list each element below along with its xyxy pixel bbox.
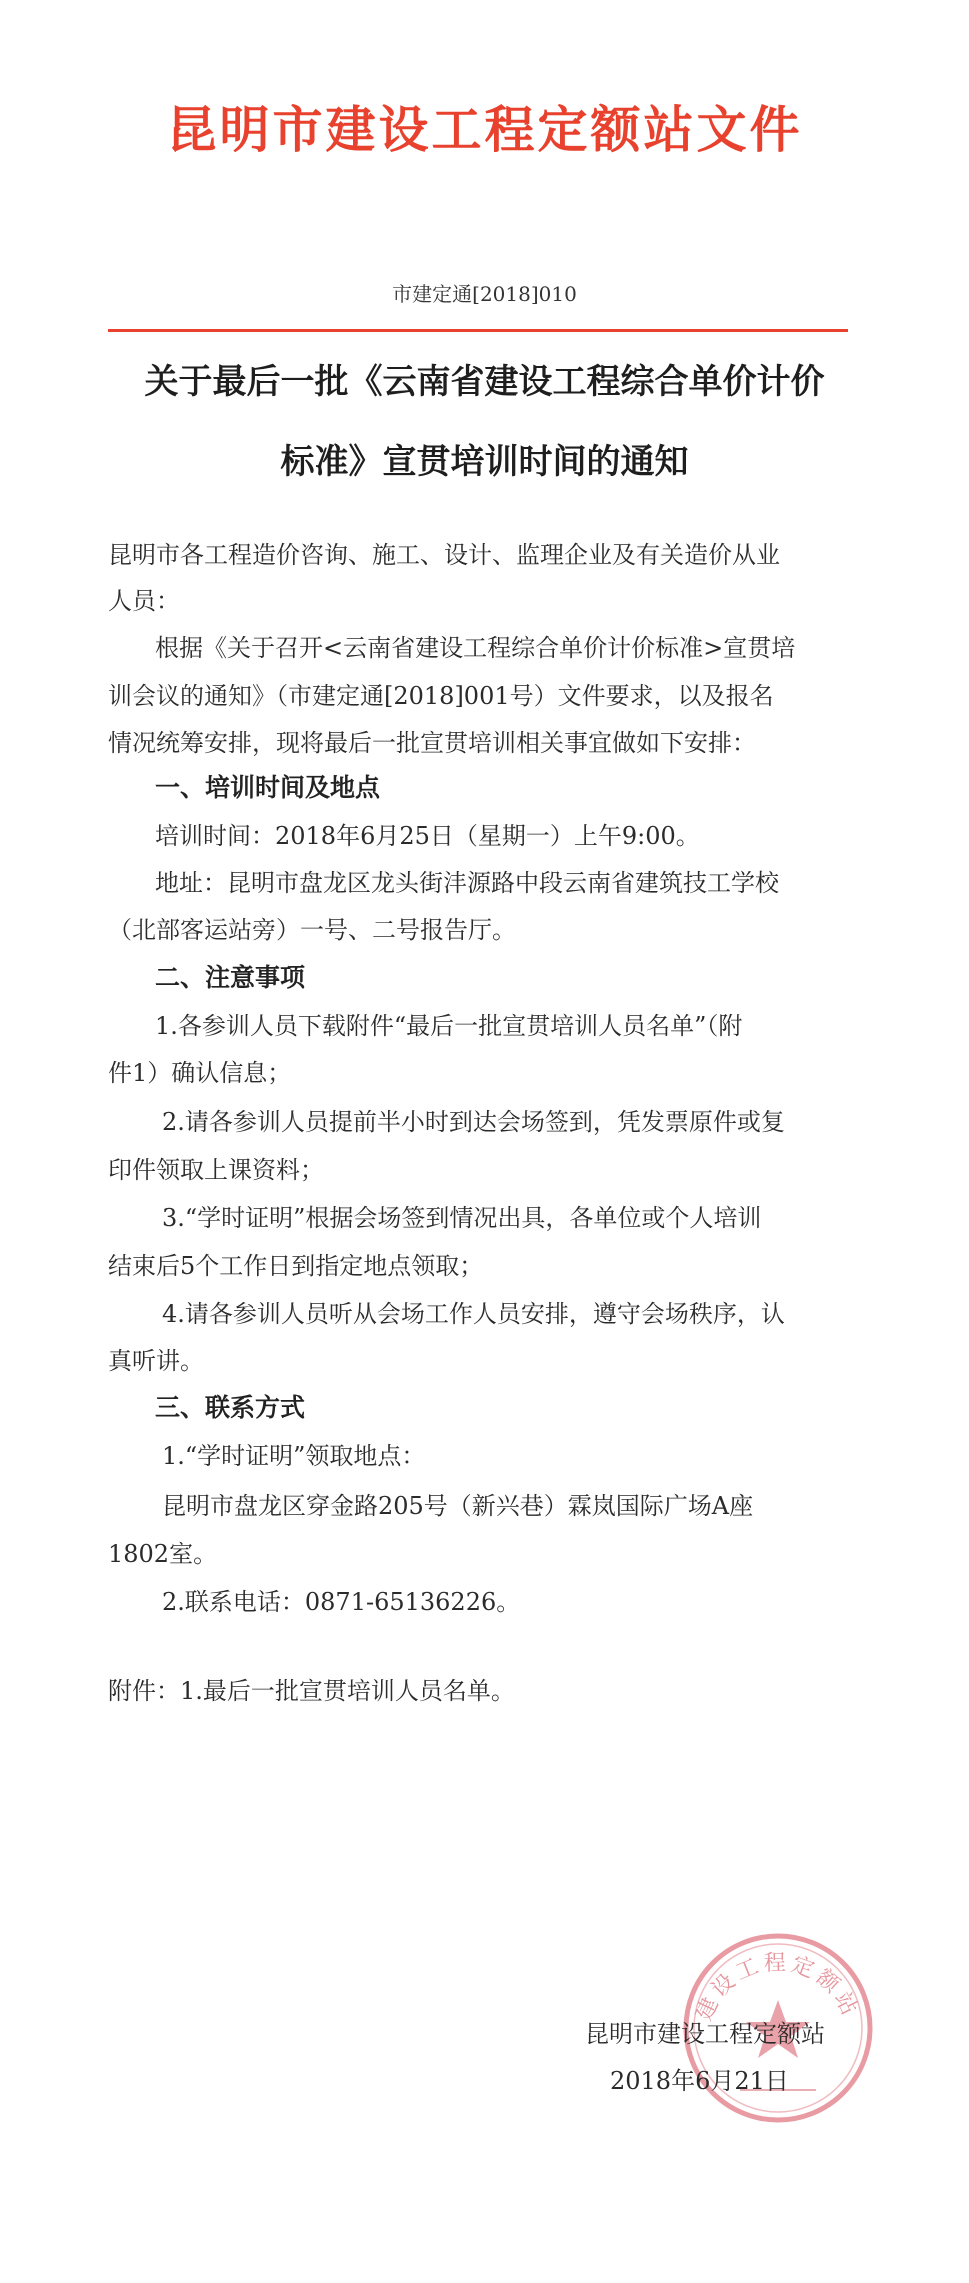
red-divider-line: [108, 329, 848, 332]
attachment-note: 附件：1.最后一批宣贯培训人员名单。: [108, 1677, 515, 1705]
addressee-line1: 昆明市各工程造价咨询、施工、设计、监理企业及有关造价从业: [108, 541, 780, 569]
svg-text:建设工程定额站: 建设工程定额站: [691, 1950, 864, 2025]
training-address-line1: 地址：昆明市盘龙区龙头街沣源路中段云南省建筑技工学校: [155, 869, 779, 897]
org-header-title: 昆明市建设工程定额站文件: [166, 101, 803, 159]
intro-line2: 训会议的通知》（市建定通[2018]001号）文件要求，以及报名: [108, 682, 774, 710]
addressee-line2: 人员：: [108, 587, 180, 615]
document-number: 市建定通[2018]010: [392, 282, 577, 306]
contact-address-line1: 昆明市盘龙区穿金路205号（新兴巷）霖岚国际广场A座: [162, 1492, 754, 1520]
note4-line1: 4.请各参训人员听从会场工作人员安排，遵守会场秩序，认: [162, 1300, 785, 1328]
training-time: 培训时间：2018年6月25日（星期一）上午9:00。: [155, 822, 700, 850]
notice-title-line2: 标准》宣贯培训时间的通知: [280, 442, 689, 482]
intro-line3: 情况统筹安排，现将最后一批宣贯培训相关事宜做如下安排：: [108, 729, 756, 757]
signature-date: 2018年6月21日: [610, 2067, 789, 2095]
training-address-line2: （北部客运站旁）一号、二号报告厅。: [108, 916, 516, 944]
notice-title-line1: 关于最后一批《云南省建设工程综合单价计价: [144, 362, 825, 402]
note2-line1: 2.请各参训人员提前半小时到达会场签到，凭发票原件或复: [162, 1108, 785, 1136]
section-heading-contact: 三、联系方式: [155, 1393, 306, 1422]
note3-line1: 3.“学时证明”根据会场签到情况出具，各单位或个人培训: [162, 1204, 762, 1232]
note3-line2: 结束后5个工作日到指定地点领取；: [108, 1252, 484, 1280]
note1-line2: 件1）确认信息；: [108, 1059, 292, 1087]
intro-line1: 根据《关于召开<云南省建设工程综合单价计价标准>宣贯培: [155, 634, 796, 662]
note2-line2: 印件领取上课资料；: [108, 1156, 324, 1184]
note4-line2: 真听讲。: [108, 1347, 204, 1375]
contact-address-line2: 1802室。: [108, 1540, 218, 1568]
section-heading-time-place: 一、培训时间及地点: [155, 773, 381, 802]
note1-line1: 1.各参训人员下载附件“最后一批宣贯培训人员名单”（附: [155, 1012, 743, 1040]
contact-phone: 2.联系电话：0871-65136226。: [162, 1588, 521, 1616]
signature-organization: 昆明市建设工程定额站: [585, 2020, 825, 2048]
contact-item1: 1.“学时证明”领取地点：: [162, 1442, 426, 1470]
section-heading-notes: 二、注意事项: [155, 963, 306, 992]
